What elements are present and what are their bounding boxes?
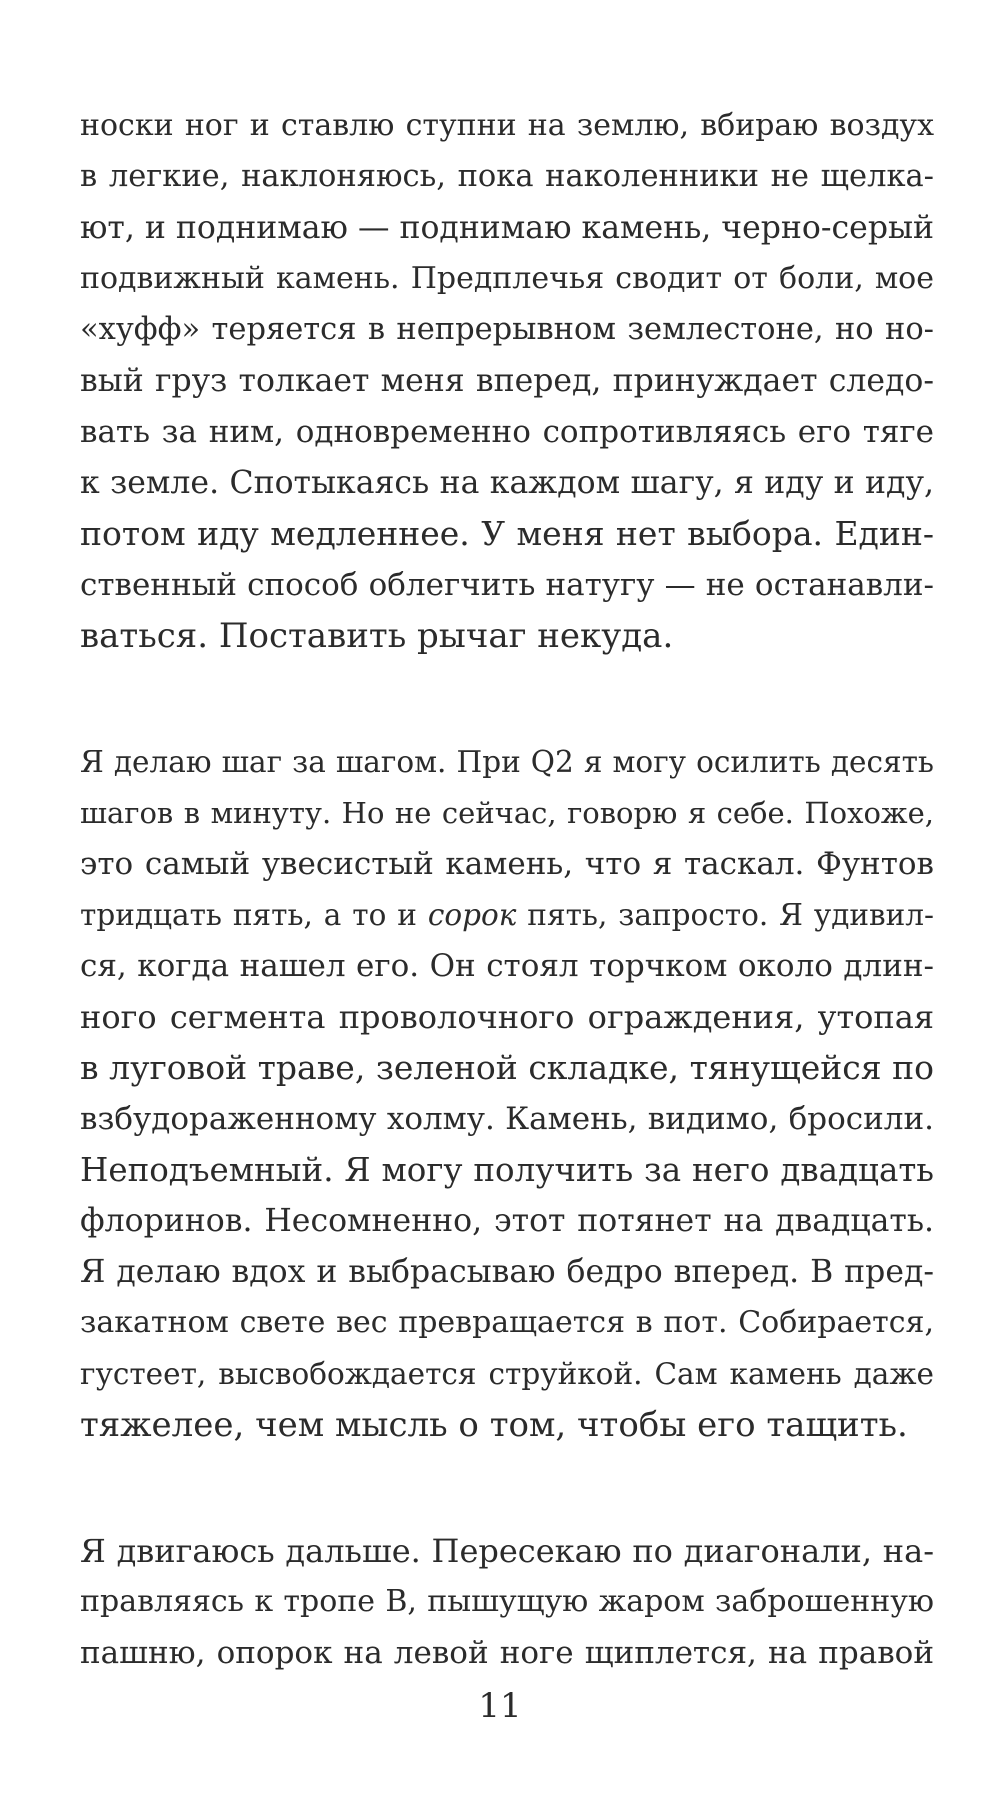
text-line: ного сегмента проволочного ограждения, утопая — [80, 998, 934, 1036]
text-line: вать за ним, одновременно сопротивляясь его тяге — [80, 414, 934, 450]
text-line: шагов в минуту. Но не сейчас, говорю я себе. Похоже, — [80, 796, 934, 830]
text-line: ственный способ облегчить натугу — не останавли- — [80, 567, 934, 603]
text-line: ваться. Поставить рычаг некуда. — [80, 616, 674, 656]
text-line: вый груз толкает меня вперед, принуждает следо- — [80, 363, 934, 399]
text-line: Я двигаюсь дальше. Пересекаю по диагонали, на- — [80, 1532, 934, 1570]
text-line: Я делаю шаг за шагом. При Q2 я могу осилить десять — [80, 745, 934, 779]
text-line: взбудораженному холму. Камень, видимо, бросили. — [80, 1101, 934, 1137]
text-line: в легкие, наклоняюсь, пока наколенники не щелка- — [80, 159, 934, 194]
italic-word: сорок — [427, 898, 517, 932]
text-segment: пять, запросто. Я удивил- — [516, 898, 934, 932]
text-line: закатном свете вес превращается в пот. Собирается, — [80, 1305, 934, 1340]
text-line: потом иду медленнее. У меня нет выбора. Един- — [80, 514, 934, 553]
text-line: Я делаю вдох и выбрасываю бедро вперед. В пред- — [80, 1254, 934, 1290]
text-line: правляясь к тропе B, пышущую жаром заброшенную — [80, 1584, 934, 1619]
text-line: пашню, опорок на левой ноге щиплется, на правой — [80, 1635, 934, 1671]
text-line: подвижный камень. Предплечья сводит от боли, мое — [80, 261, 934, 296]
page-number: 11 — [478, 1686, 522, 1726]
text-line: «хуфф» теряется в непрерывном землестоне, но но- — [80, 312, 934, 347]
text-line: тяжелее, чем мысль о том, чтобы его тащить. — [80, 1405, 908, 1445]
text-line: ют, и поднимаю — поднимаю камень, черно-серый — [80, 210, 935, 246]
text-line-with-italic — [80, 891, 934, 939]
text-line: к земле. Спотыкаясь на каждом шагу, я иду и иду, — [80, 465, 934, 501]
text-line: носки ног и ставлю ступни на землю, вбираю воздух — [80, 108, 934, 143]
text-line: флоринов. Несомненно, этот потянет на двадцать. — [80, 1203, 934, 1239]
text-line: это самый увесистый камень, что я таскал. Фунтов — [80, 846, 934, 882]
text-line: в луговой траве, зеленой складке, тянущейся по — [80, 1048, 934, 1087]
text-line: Неподъемный. Я могу получить за него двадцать — [80, 1151, 934, 1189]
text-line: густеет, высвобождается струйкой. Сам камень даже — [80, 1357, 934, 1391]
text-line: ся, когда нашел его. Он стоял торчком около длин- — [80, 948, 934, 984]
text-segment: тридцать пять, а то и — [80, 898, 428, 932]
